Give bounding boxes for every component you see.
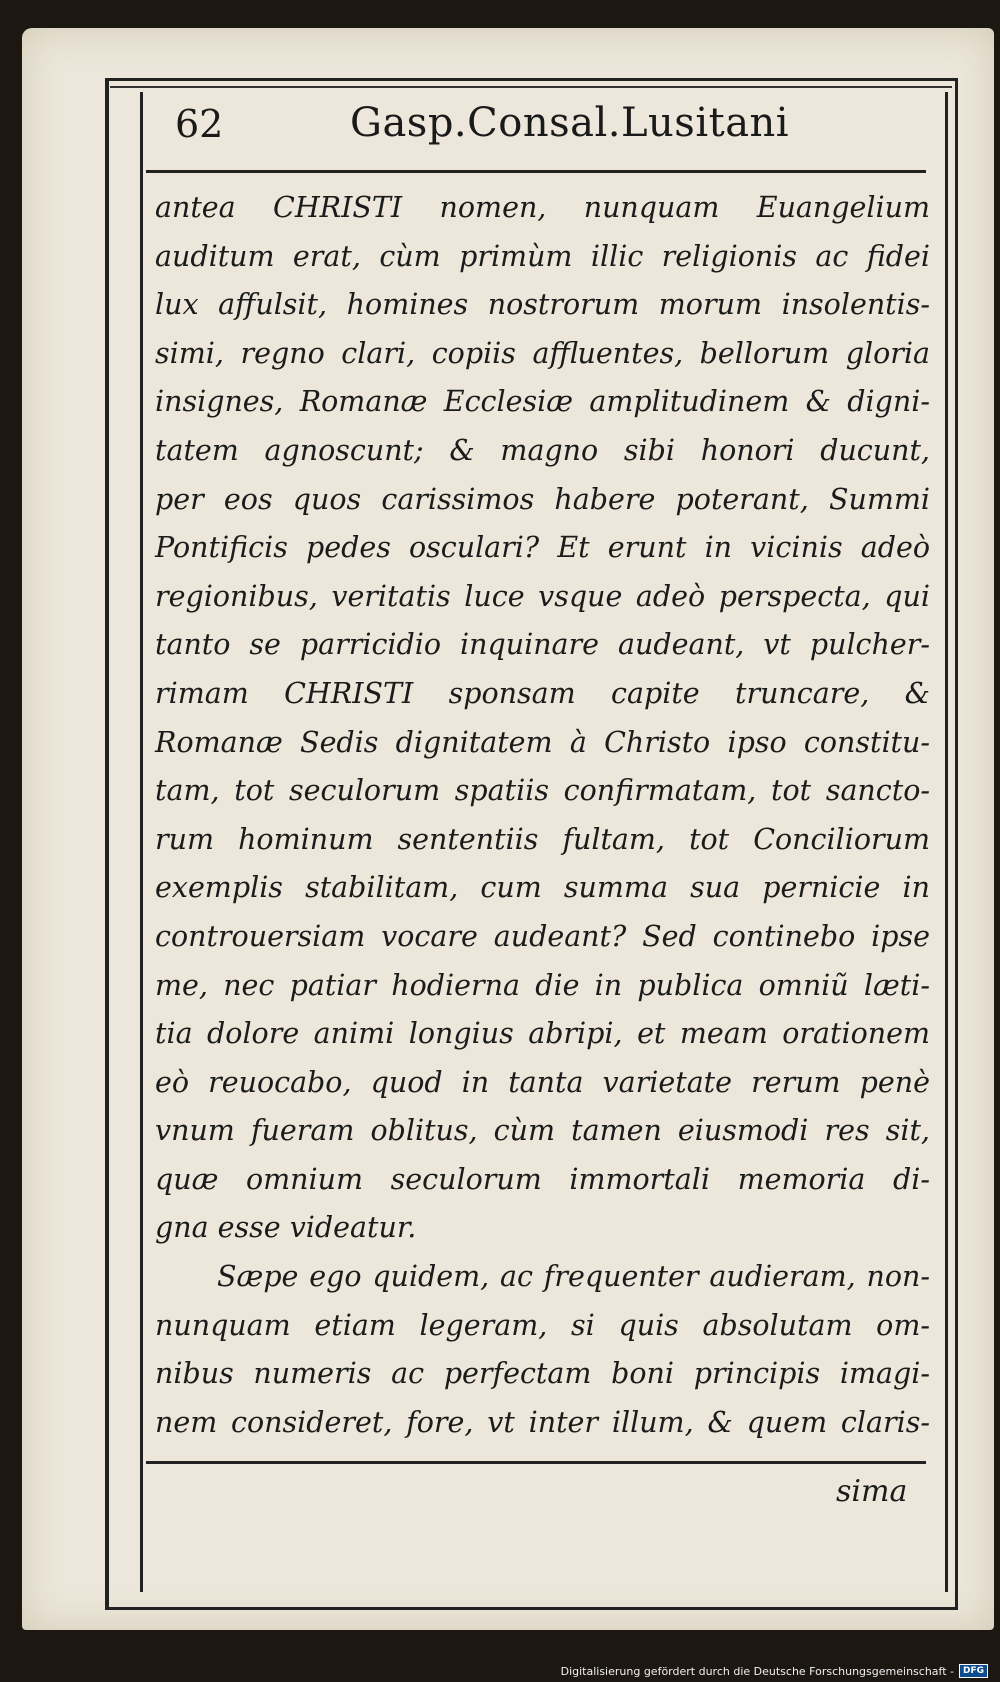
text-line: regionibus, veritatis luce vsque adeò perspecta, qui xyxy=(155,579,930,613)
text-line: exemplis stabilitam, cum summa sua pernicie in xyxy=(155,871,930,905)
catchword: sima xyxy=(836,1474,908,1509)
text-line: tatem agnoscunt; & magno sibi honori ducunt, xyxy=(155,433,930,467)
text-line: controuersiam vocare audeant? Sed continebo ipse xyxy=(155,919,930,953)
text-line: rimam CHRISTI sponsam capite truncare, & xyxy=(155,676,930,710)
text-line: vnum fueram oblitus, cùm tamen eiusmodi res sit, xyxy=(155,1114,930,1148)
header-rule xyxy=(146,170,926,173)
text-line: antea CHRISTI nomen, nunquam Euangelium xyxy=(155,191,930,224)
text-line: insignes, Romanæ Ecclesiæ amplitudinem & digni- xyxy=(155,385,930,419)
text-line: nunquam etiam legeram, si quis absolutam om- xyxy=(155,1308,930,1342)
footer-rule xyxy=(146,1461,926,1464)
text-line: tam, tot seculorum spatiis confirmatam, tot sancto- xyxy=(155,774,930,808)
text-line: simi, regno clari, copiis affluentes, bellorum gloria xyxy=(155,336,930,370)
text-line: tanto se parricidio inquinare audeant, vt pulcher- xyxy=(155,628,930,662)
text-line: quæ omnium seculorum immortali memoria di- xyxy=(155,1162,930,1196)
text-line: Pontificis pedes osculari? Et erunt in vicinis adeò xyxy=(155,531,930,565)
credit-text: Digitalisierung gefördert durch die Deutsche Forschungsgemeinschaft - xyxy=(560,1664,954,1678)
text-line: eò reuocabo, quod in tanta varietate rerum penè xyxy=(155,1065,930,1099)
paragraph-start-line: Sæpe ego quidem, ac frequenter audieram, non- xyxy=(217,1260,930,1294)
text-line: per eos quos carissimos habere poterant, Summi xyxy=(155,482,930,516)
page-number: 62 xyxy=(175,102,224,146)
text-line: Romanæ Sedis dignitatem à Christo ipso constitu- xyxy=(155,725,930,759)
dfg-logo: DFG xyxy=(959,1664,988,1678)
running-head: Gasp.Consal.Lusitani xyxy=(350,100,790,146)
digitization-credit xyxy=(561,1664,988,1678)
text-line: nem consideret, fore, vt inter illum, & quem claris- xyxy=(155,1405,930,1439)
text-line: nibus numeris ac perfectam boni principis imagi- xyxy=(155,1357,930,1391)
text-line: me, nec patiar hodierna die in publica omniũ læti- xyxy=(155,968,930,1002)
body-text xyxy=(155,184,930,1447)
text-line: lux affulsit, homines nostrorum morum insolentis- xyxy=(155,288,930,322)
text-line: gna esse videatur. xyxy=(155,1211,417,1245)
text-line: tia dolore animi longius abripi, et meam orationem xyxy=(155,1017,930,1051)
top-double-rule xyxy=(110,86,952,88)
text-line: auditum erat, cùm primùm illic religionis ac fidei xyxy=(155,239,930,273)
text-line: rum hominum sententiis fultam, tot Conciliorum xyxy=(155,822,930,856)
